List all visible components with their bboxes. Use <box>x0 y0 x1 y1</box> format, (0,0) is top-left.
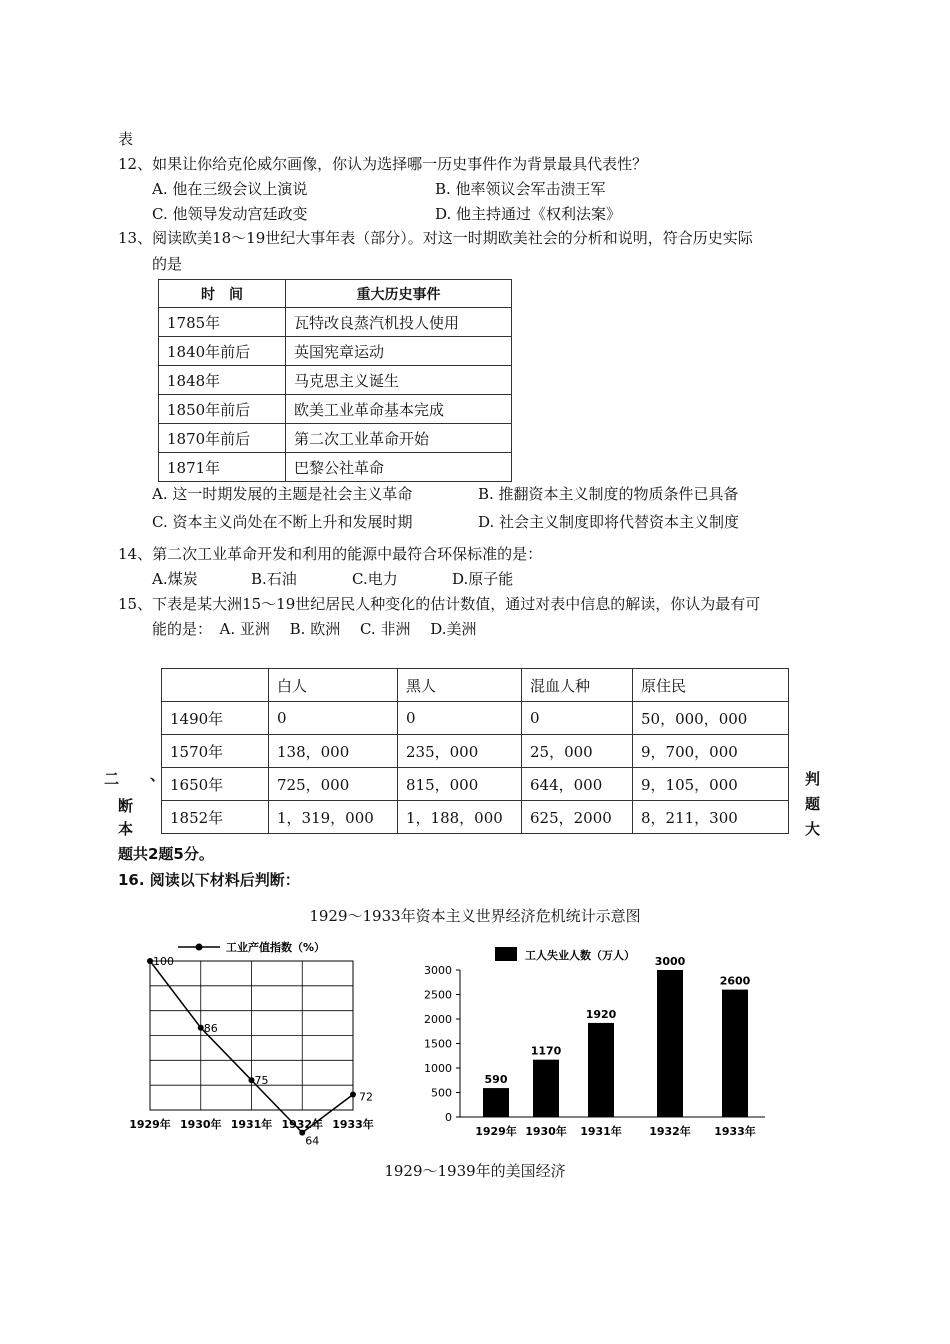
x-tick-label: 1929年 <box>475 1125 517 1138</box>
col-header: 原住民 <box>633 669 789 702</box>
q14-option-c: C.电力 <box>352 570 398 588</box>
table-cell: 8，211，300 <box>633 801 789 834</box>
data-label: 100 <box>153 955 174 968</box>
bar <box>588 1023 614 1117</box>
table-header-row <box>162 669 789 702</box>
table-cell: 625，2000 <box>522 801 633 834</box>
table-row <box>162 768 789 801</box>
industrial-index-line-chart <box>120 935 390 1148</box>
bar <box>722 990 748 1117</box>
y-tick-label: 2500 <box>424 988 452 1002</box>
data-label: 72 <box>359 1090 373 1104</box>
section-heading-char: 大 <box>805 820 821 838</box>
table-cell: 0 <box>269 702 398 735</box>
line-chart-grid <box>150 961 353 1110</box>
q12-option-a: A. 他在三级会议上演说 <box>152 180 308 198</box>
table-cell: 235，000 <box>398 735 522 768</box>
data-label: 86 <box>203 1021 218 1035</box>
table-cell: 0 <box>522 702 633 735</box>
table-cell: 50，000，000 <box>633 702 789 735</box>
q13-option-b: B. 推翻资本主义制度的物质条件已具备 <box>478 485 739 503</box>
table-cell: 1490年 <box>162 702 269 735</box>
table-row <box>162 735 789 768</box>
page-fragment-text: 表 <box>118 130 134 148</box>
bar-value-label: 2600 <box>719 974 751 988</box>
bar-value-label: 3000 <box>654 955 686 968</box>
table-cell: 1，188，000 <box>398 801 522 834</box>
section-heading-char: 二 <box>104 770 120 788</box>
section-heading-char: 题 <box>805 795 821 813</box>
table-cell: 138，000 <box>269 735 398 768</box>
event-time: 1870年前后 <box>159 424 286 453</box>
bar <box>483 1088 509 1117</box>
table-cell: 1650年 <box>162 768 269 801</box>
table-row <box>159 337 512 366</box>
bar-chart-bars <box>475 955 756 1138</box>
section-heading-char: 断 <box>118 797 134 815</box>
section-heading-char: 本 <box>118 820 134 838</box>
data-point <box>350 1092 356 1098</box>
event-name: 马克思主义诞生 <box>286 366 512 395</box>
x-tick-label: 1933年 <box>332 1118 374 1131</box>
q13-stem-line1: 13、阅读欧美18～19世纪大事年表（部分）。对这一时期欧美社会的分析和说明，符合历史实际 <box>118 229 753 247</box>
bar-value-label: 1170 <box>530 1044 562 1058</box>
y-tick-label: 1000 <box>424 1062 452 1075</box>
legend-swatch <box>495 947 517 961</box>
x-tick-label: 1929年 <box>129 1118 171 1131</box>
table-row <box>159 424 512 453</box>
section-heading-char: 、 <box>150 766 166 784</box>
event-name: 第二次工业革命开始 <box>286 424 512 453</box>
x-tick-label: 1931年 <box>580 1125 622 1138</box>
event-time: 1785年 <box>159 308 286 337</box>
x-tick-label: 1932年 <box>281 1118 324 1131</box>
table-cell: 9，105，000 <box>633 768 789 801</box>
data-label: 64 <box>305 1134 320 1148</box>
events-table-header-time: 时 间 <box>159 280 286 308</box>
y-tick-label: 3000 <box>424 964 452 977</box>
table-cell: 25，000 <box>522 735 633 768</box>
table-row <box>159 308 512 337</box>
table-row <box>159 366 512 395</box>
bar-value-label: 590 <box>484 1073 508 1087</box>
events-table-header-event: 重大历史事件 <box>286 280 512 308</box>
table-row <box>159 395 512 424</box>
x-tick-label: 1931年 <box>230 1118 273 1131</box>
legend-marker <box>196 944 203 951</box>
col-header: 黑人 <box>398 669 522 702</box>
y-tick-label: 1500 <box>424 1037 452 1051</box>
y-tick-label: 500 <box>431 1086 452 1100</box>
line-chart-legend <box>178 940 325 954</box>
section-heading-line2: 题共2题5分。 <box>118 845 214 863</box>
event-time: 1871年 <box>159 453 286 482</box>
q12-option-d: D. 他主持通过《权利法案》 <box>435 205 622 223</box>
q13-option-d: D. 社会主义制度即将代替资本主义制度 <box>478 513 740 531</box>
event-time: 1848年 <box>159 366 286 395</box>
table-cell: 1，319，000 <box>269 801 398 834</box>
unemployment-bar-chart <box>415 935 775 1145</box>
bar <box>533 1060 559 1117</box>
q16-stem: 16. 阅读以下材料后判断： <box>118 871 300 889</box>
col-header <box>162 669 269 702</box>
event-name: 瓦特改良蒸汽机投人使用 <box>286 308 512 337</box>
col-header: 混血人种 <box>522 669 633 702</box>
q13-option-a: A. 这一时期发展的主题是社会主义革命 <box>152 485 413 503</box>
events-table <box>158 279 512 482</box>
bar-value-label: 1920 <box>585 1007 617 1021</box>
event-time: 1840年前后 <box>159 337 286 366</box>
population-table <box>161 668 789 834</box>
table-cell: 1570年 <box>162 735 269 768</box>
event-time: 1850年前后 <box>159 395 286 424</box>
q14-option-a: A.煤炭 <box>152 570 198 588</box>
figure-caption: 1929～1939年的美国经济 <box>384 1162 566 1180</box>
q15-stem-line2: 能的是： A. 亚洲 B. 欧洲 C. 非洲 D.美洲 <box>152 620 477 638</box>
table-row <box>162 801 789 834</box>
legend-label: 工业产值指数（%） <box>226 941 326 954</box>
q14-option-d: D.原子能 <box>452 570 514 588</box>
q12-option-b: B. 他率领议会军击溃王军 <box>435 180 606 198</box>
col-header: 白人 <box>269 669 398 702</box>
q12-option-c: C. 他领导发动宫廷政变 <box>152 205 308 223</box>
legend-label: 工人失业人数（万人） <box>525 949 635 962</box>
table-row <box>162 702 789 735</box>
table-cell: 725，000 <box>269 768 398 801</box>
x-tick-label: 1933年 <box>714 1125 756 1138</box>
event-name: 巴黎公社革命 <box>286 453 512 482</box>
table-cell: 644，000 <box>522 768 633 801</box>
q13-option-c: C. 资本主义尚处在不断上升和发展时期 <box>152 513 413 531</box>
q13-stem-line2: 的是 <box>152 255 183 273</box>
y-tick-label: 2000 <box>424 1013 452 1026</box>
table-cell: 0 <box>398 702 522 735</box>
bar <box>657 970 683 1117</box>
event-name: 英国宪章运动 <box>286 337 512 366</box>
x-tick-label: 1930年 <box>525 1125 567 1138</box>
data-label: 75 <box>254 1074 269 1088</box>
table-cell: 9，700，000 <box>633 735 789 768</box>
q14-stem: 14、第二次工业革命开发和利用的能源中最符合环保标准的是： <box>118 545 543 563</box>
x-tick-label: 1932年 <box>649 1125 691 1138</box>
section-heading-char: 判 <box>805 770 821 788</box>
event-name: 欧美工业革命基本完成 <box>286 395 512 424</box>
line-chart-x-ticks <box>129 1117 374 1131</box>
table-row <box>159 453 512 482</box>
q14-option-b: B.石油 <box>251 570 297 588</box>
y-tick-label: 0 <box>445 1111 452 1124</box>
q15-stem-line1: 15、下表是某大洲15～19世纪居民人种变化的估计数值，通过对表中信息的解读，你认为最有可 <box>118 595 761 613</box>
q12-stem: 12、如果让你给克伦威尔画像，你认为选择哪一历史事件作为背景最具代表性？ <box>118 155 648 173</box>
x-tick-label: 1930年 <box>179 1118 222 1131</box>
table-cell: 815，000 <box>398 768 522 801</box>
figure-title: 1929～1933年资本主义世界经济危机统计示意图 <box>309 907 641 925</box>
table-cell: 1852年 <box>162 801 269 834</box>
